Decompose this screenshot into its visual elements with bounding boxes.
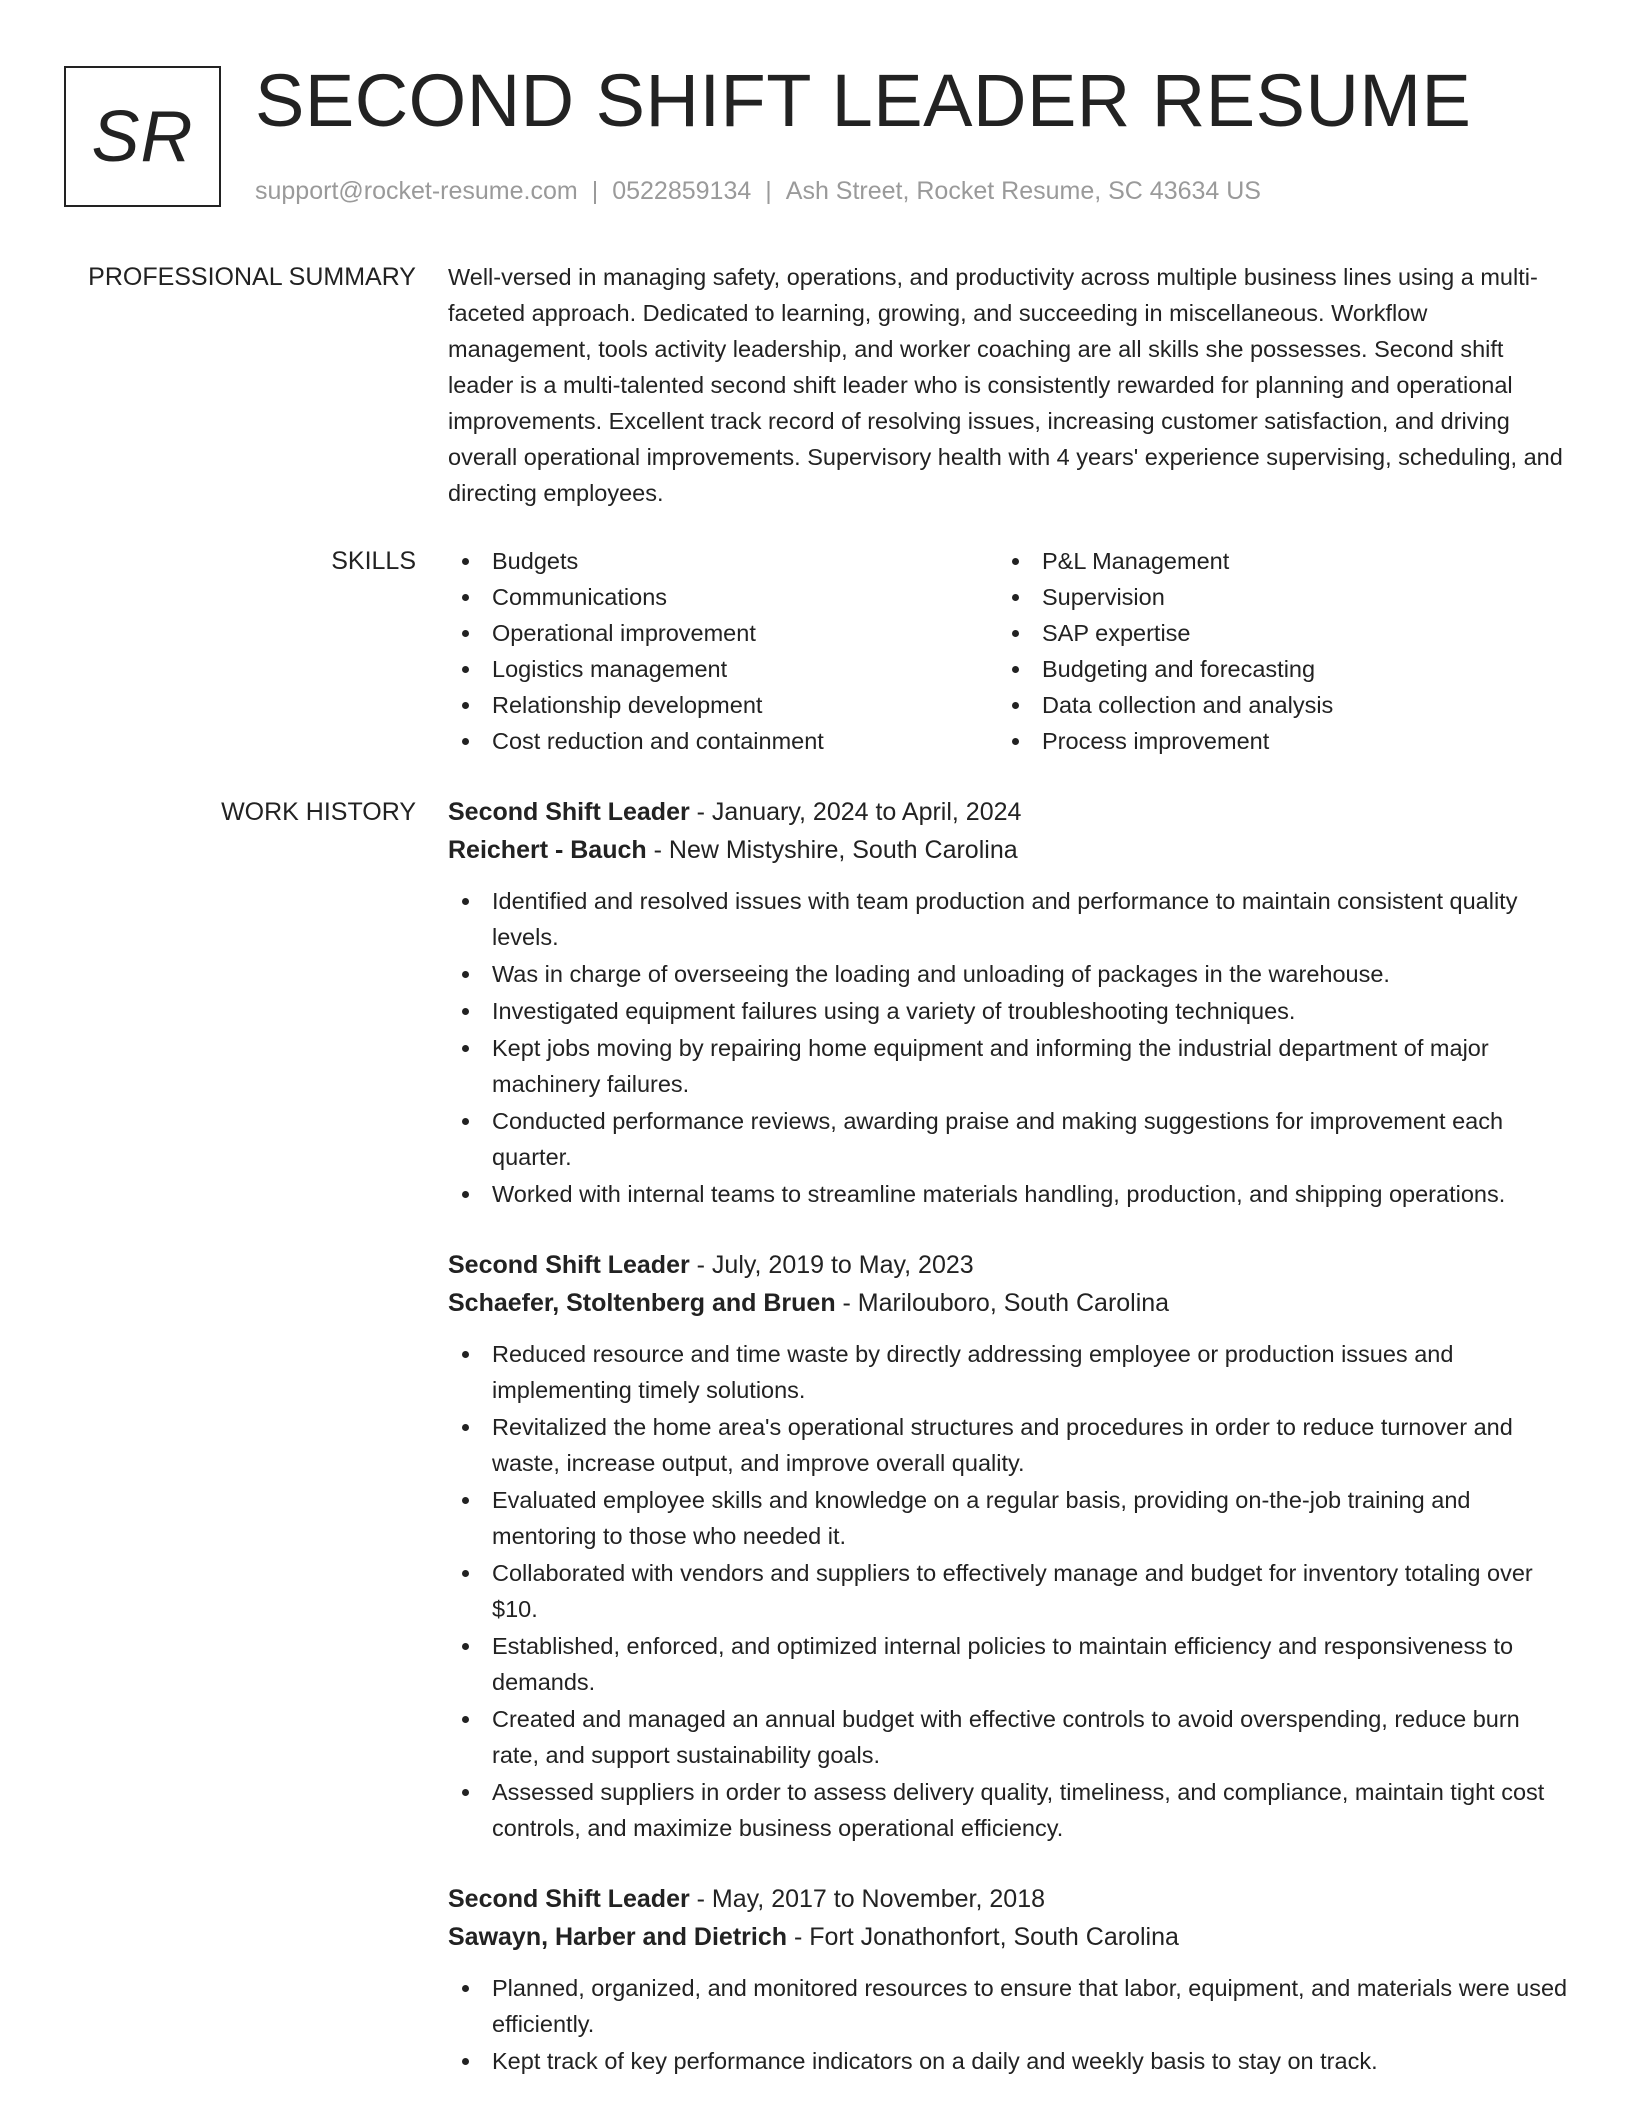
job-bullet — [448, 993, 1568, 1029]
job-bullet — [448, 1555, 1568, 1627]
bullet-dot-icon — [462, 1424, 469, 1431]
bullet-dot-icon — [462, 666, 469, 673]
skill-item — [448, 687, 998, 723]
job-bullet-text: Revitalized the home area's operational structures and procedures in order to reduce turnover and waste, increase output, and improve overall quality. — [492, 1414, 1513, 1476]
bullet-dot-icon — [462, 558, 469, 565]
bullet-dot-icon — [462, 1008, 469, 1015]
skill-item — [448, 615, 998, 651]
job-bullet — [448, 956, 1568, 992]
page-title: SECOND SHIFT LEADER RESUME — [255, 59, 1472, 142]
skill-item-text: Logistics management — [492, 656, 728, 682]
job-bullet-text: Worked with internal teams to streamline materials handling, production, and shipping operations. — [492, 1181, 1506, 1207]
contact-address: Ash Street, Rocket Resume, SC 43634 US — [785, 177, 1261, 205]
job-bullet — [448, 1336, 1568, 1408]
job-bullet-text: Conducted performance reviews, awarding praise and making suggestions for improvement each quarter. — [492, 1108, 1504, 1170]
contact-line — [255, 174, 1261, 208]
job-location: - Marilouboro, South Carolina — [835, 1289, 1170, 1317]
job-bullet-text: Reduced resource and time waste by directly addressing employee or production issues and implementing timely solutions. — [492, 1341, 1454, 1403]
job-company-line — [448, 831, 1568, 869]
skill-item — [998, 651, 1548, 687]
job-bullet-text: Evaluated employee skills and knowledge on a regular basis, providing on-the-job training and mentoring to those who needed it. — [492, 1487, 1471, 1549]
bullet-dot-icon — [462, 738, 469, 745]
skill-item-text: P&L Management — [1042, 548, 1230, 574]
job-entry — [448, 1246, 1568, 1846]
job-bullet-list — [448, 1336, 1568, 1846]
job-bullet — [448, 1103, 1568, 1175]
job-bullet — [448, 1701, 1568, 1773]
skill-item — [448, 723, 998, 759]
job-dates: - May, 2017 to November, 2018 — [689, 1885, 1046, 1913]
job-company-line — [448, 1918, 1568, 1956]
bullet-dot-icon — [462, 2058, 469, 2065]
skill-item — [998, 723, 1548, 759]
job-dates: - January, 2024 to April, 2024 — [689, 798, 1022, 826]
job-title: Second Shift Leader — [448, 1885, 690, 1913]
bullet-dot-icon — [1012, 702, 1019, 709]
job-bullet-text: Collaborated with vendors and suppliers to effectively manage and budget for inventory totaling over $10. — [492, 1560, 1533, 1622]
job-company: Schaefer, Stoltenberg and Bruen — [448, 1289, 836, 1317]
job-entry — [448, 793, 1568, 1212]
job-bullet — [448, 1628, 1568, 1700]
monogram-badge: SR — [64, 66, 221, 207]
bullet-dot-icon — [1012, 738, 1019, 745]
bullet-dot-icon — [462, 1351, 469, 1358]
job-location: - Fort Jonathonfort, South Carolina — [787, 1923, 1179, 1951]
contact-phone: 0522859134 — [612, 177, 752, 205]
bullet-dot-icon — [462, 1643, 469, 1650]
skill-item-text: SAP expertise — [1042, 620, 1191, 646]
contact-separator: | — [591, 177, 599, 205]
job-bullet — [448, 1409, 1568, 1481]
contact-separator: | — [765, 177, 772, 205]
work-history-heading: WORK HISTORY — [221, 798, 416, 826]
skill-item — [448, 543, 998, 579]
skill-item-text: Operational improvement — [492, 620, 756, 646]
skill-item-text: Cost reduction and containment — [492, 728, 824, 754]
skill-item — [448, 579, 998, 615]
skills-column-left — [448, 543, 998, 759]
job-bullet — [448, 2043, 1568, 2079]
skill-item — [998, 543, 1548, 579]
skill-item-text: Budgeting and forecasting — [1042, 656, 1316, 682]
bullet-dot-icon — [462, 630, 469, 637]
job-bullet-list — [448, 1970, 1568, 2079]
job-company: Reichert - Bauch — [448, 836, 647, 864]
skill-item-text: Data collection and analysis — [1042, 692, 1334, 718]
skill-item-text: Process improvement — [1042, 728, 1270, 754]
bullet-dot-icon — [1012, 666, 1019, 673]
skill-item — [998, 615, 1548, 651]
job-title-line — [448, 1246, 1568, 1284]
job-bullet — [448, 1774, 1568, 1846]
job-title-line — [448, 793, 1568, 831]
bullet-dot-icon — [462, 898, 469, 905]
bullet-dot-icon — [462, 971, 469, 978]
bullet-dot-icon — [1012, 558, 1019, 565]
job-bullet-list — [448, 883, 1568, 1212]
job-bullet-text: Identified and resolved issues with team production and performance to maintain consistent quality levels. — [492, 888, 1518, 950]
job-entry — [448, 1880, 1568, 2079]
bullet-dot-icon — [462, 1789, 469, 1796]
job-company: Sawayn, Harber and Dietrich — [448, 1923, 788, 1951]
bullet-dot-icon — [1012, 630, 1019, 637]
summary-body — [448, 259, 1568, 511]
job-bullet-text: Planned, organized, and monitored resources to ensure that labor, equipment, and materials were used efficiently. — [492, 1975, 1568, 2037]
job-company-line — [448, 1284, 1568, 1322]
job-bullet-text: Was in charge of overseeing the loading and unloading of packages in the warehouse. — [492, 961, 1390, 987]
job-bullet — [448, 1176, 1568, 1212]
bullet-dot-icon — [462, 1191, 469, 1198]
skill-item — [448, 651, 998, 687]
job-bullet — [448, 1482, 1568, 1554]
skills-body — [448, 543, 1568, 759]
bullet-dot-icon — [462, 1118, 469, 1125]
contact-email: support@rocket-resume.com — [255, 177, 578, 205]
job-bullet-text: Created and managed an annual budget with effective controls to avoid overspending, reduce burn rate, and support sustainability goals. — [492, 1706, 1520, 1768]
job-bullet — [448, 883, 1568, 955]
skill-item-text: Communications — [492, 584, 668, 610]
bullet-dot-icon — [462, 594, 469, 601]
skills-heading: SKILLS — [331, 547, 416, 575]
skill-item-text: Supervision — [1042, 584, 1165, 610]
job-bullet-text: Assessed suppliers in order to assess delivery quality, timeliness, and compliance, maintain tight cost controls, and maximize business operational efficiency. — [492, 1779, 1545, 1841]
job-bullet-text: Kept jobs moving by repairing home equipment and informing the industrial department of major machinery failures. — [492, 1035, 1489, 1097]
bullet-dot-icon — [462, 1985, 469, 1992]
job-bullet-text: Investigated equipment failures using a variety of troubleshooting techniques. — [492, 998, 1296, 1024]
job-bullet — [448, 1970, 1568, 2042]
job-bullet — [448, 1030, 1568, 1102]
bullet-dot-icon — [462, 1716, 469, 1723]
work-history-body — [448, 793, 1568, 2112]
job-title-line — [448, 1880, 1568, 1918]
job-title: Second Shift Leader — [448, 798, 690, 826]
summary-text: Well-versed in managing safety, operations, and productivity across multiple business lines using a multi-faceted approach. Dedicated to learning, growing, and succeeding in miscellaneous. Workflow management, tools activity leadership, and worker coaching are all skills she possesses. Second shift leader is a multi-talented second shift leader who is consistently rewarded for planning and operational improvements. Excellent track record of resolving issues, increasing customer satisfaction, and driving overall operational improvements. Supervisory health with 4 years' experience supervising, scheduling, and directing employees. — [448, 264, 1563, 506]
bullet-dot-icon — [462, 1570, 469, 1577]
bullet-dot-icon — [462, 1045, 469, 1052]
job-bullet-text: Established, enforced, and optimized internal policies to maintain efficiency and responsiveness to demands. — [492, 1633, 1514, 1695]
job-dates: - July, 2019 to May, 2023 — [689, 1251, 974, 1279]
bullet-dot-icon — [462, 702, 469, 709]
bullet-dot-icon — [462, 1497, 469, 1504]
skill-item — [998, 579, 1548, 615]
job-bullet-text: Kept track of key performance indicators on a daily and weekly basis to stay on track. — [492, 2048, 1378, 2074]
summary-heading: PROFESSIONAL SUMMARY — [88, 263, 416, 291]
skill-item — [998, 687, 1548, 723]
skill-item-text: Budgets — [492, 548, 579, 574]
job-location: - New Mistyshire, South Carolina — [646, 836, 1018, 864]
bullet-dot-icon — [1012, 594, 1019, 601]
job-title: Second Shift Leader — [448, 1251, 690, 1279]
skill-item-text: Relationship development — [492, 692, 763, 718]
skills-column-right — [998, 543, 1548, 759]
